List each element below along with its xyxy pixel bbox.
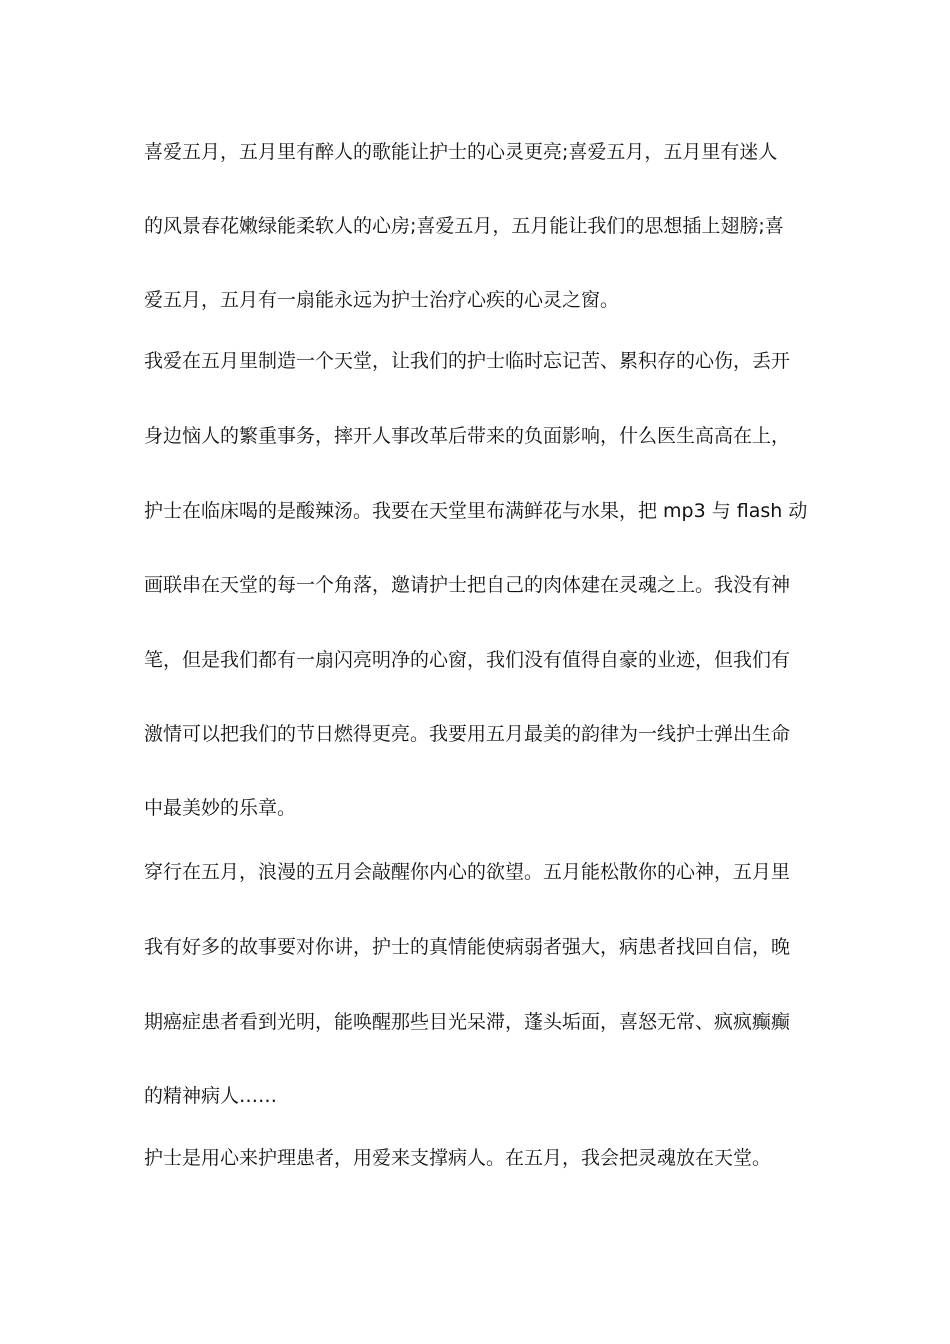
text-line: 期癌症患者看到光明，能唤醒那些目光呆滞，蓬头垢面，喜怒无常、疯疯癫癫 (144, 1011, 791, 1033)
text-line: 的风景春花嫩绿能柔软人的心房;喜爱五月，五月能让我们的思想插上翅膀;喜 (144, 215, 784, 237)
text-line: 我有好多的故事要对你讲，护士的真情能使病弱者强大，病患者找回自信，晚 (144, 936, 791, 958)
text-line: 身边恼人的繁重事务，摔开人事改革后带来的负面影响，什么医生高高在上， (144, 425, 791, 447)
text-line: 护士是用心来护理患者，用爱来支撑病人。在五月，我会把灵魂放在天堂。 (144, 1147, 772, 1169)
text-line: 爱五月，五月有一扇能永远为护士治疗心疾的心灵之窗。 (144, 289, 620, 311)
text-line: 激情可以把我们的节日燃得更亮。我要用五月最美的韵律为一线护士弹出生命 (144, 723, 791, 745)
text-line: 的精神病人…… (144, 1085, 278, 1107)
text-line: 穿行在五月，浪漫的五月会敲醒你内心的欲望。五月能松散你的心神，五月里 (144, 861, 791, 883)
text-line: 中最美妙的乐章。 (144, 797, 297, 819)
text-line: 画联串在天堂的每一个角落，邀请护士把自己的肉体建在灵魂之上。我没有神 (144, 574, 791, 596)
text-line: 护士在临床喝的是酸辣汤。我要在天堂里布满鲜花与水果，把 mp3 与 flash 动 (144, 500, 808, 522)
text-line: 笔，但是我们都有一扇闪亮明净的心窗，我们没有值得自豪的业迹，但我们有 (144, 649, 791, 671)
text-line: 我爱在五月里制造一个天堂，让我们的护士临时忘记苦、累积存的心伤，丢开 (144, 350, 791, 372)
text-line: 喜爱五月，五月里有醉人的歌能让护士的心灵更亮;喜爱五月，五月里有迷人 (144, 141, 778, 163)
